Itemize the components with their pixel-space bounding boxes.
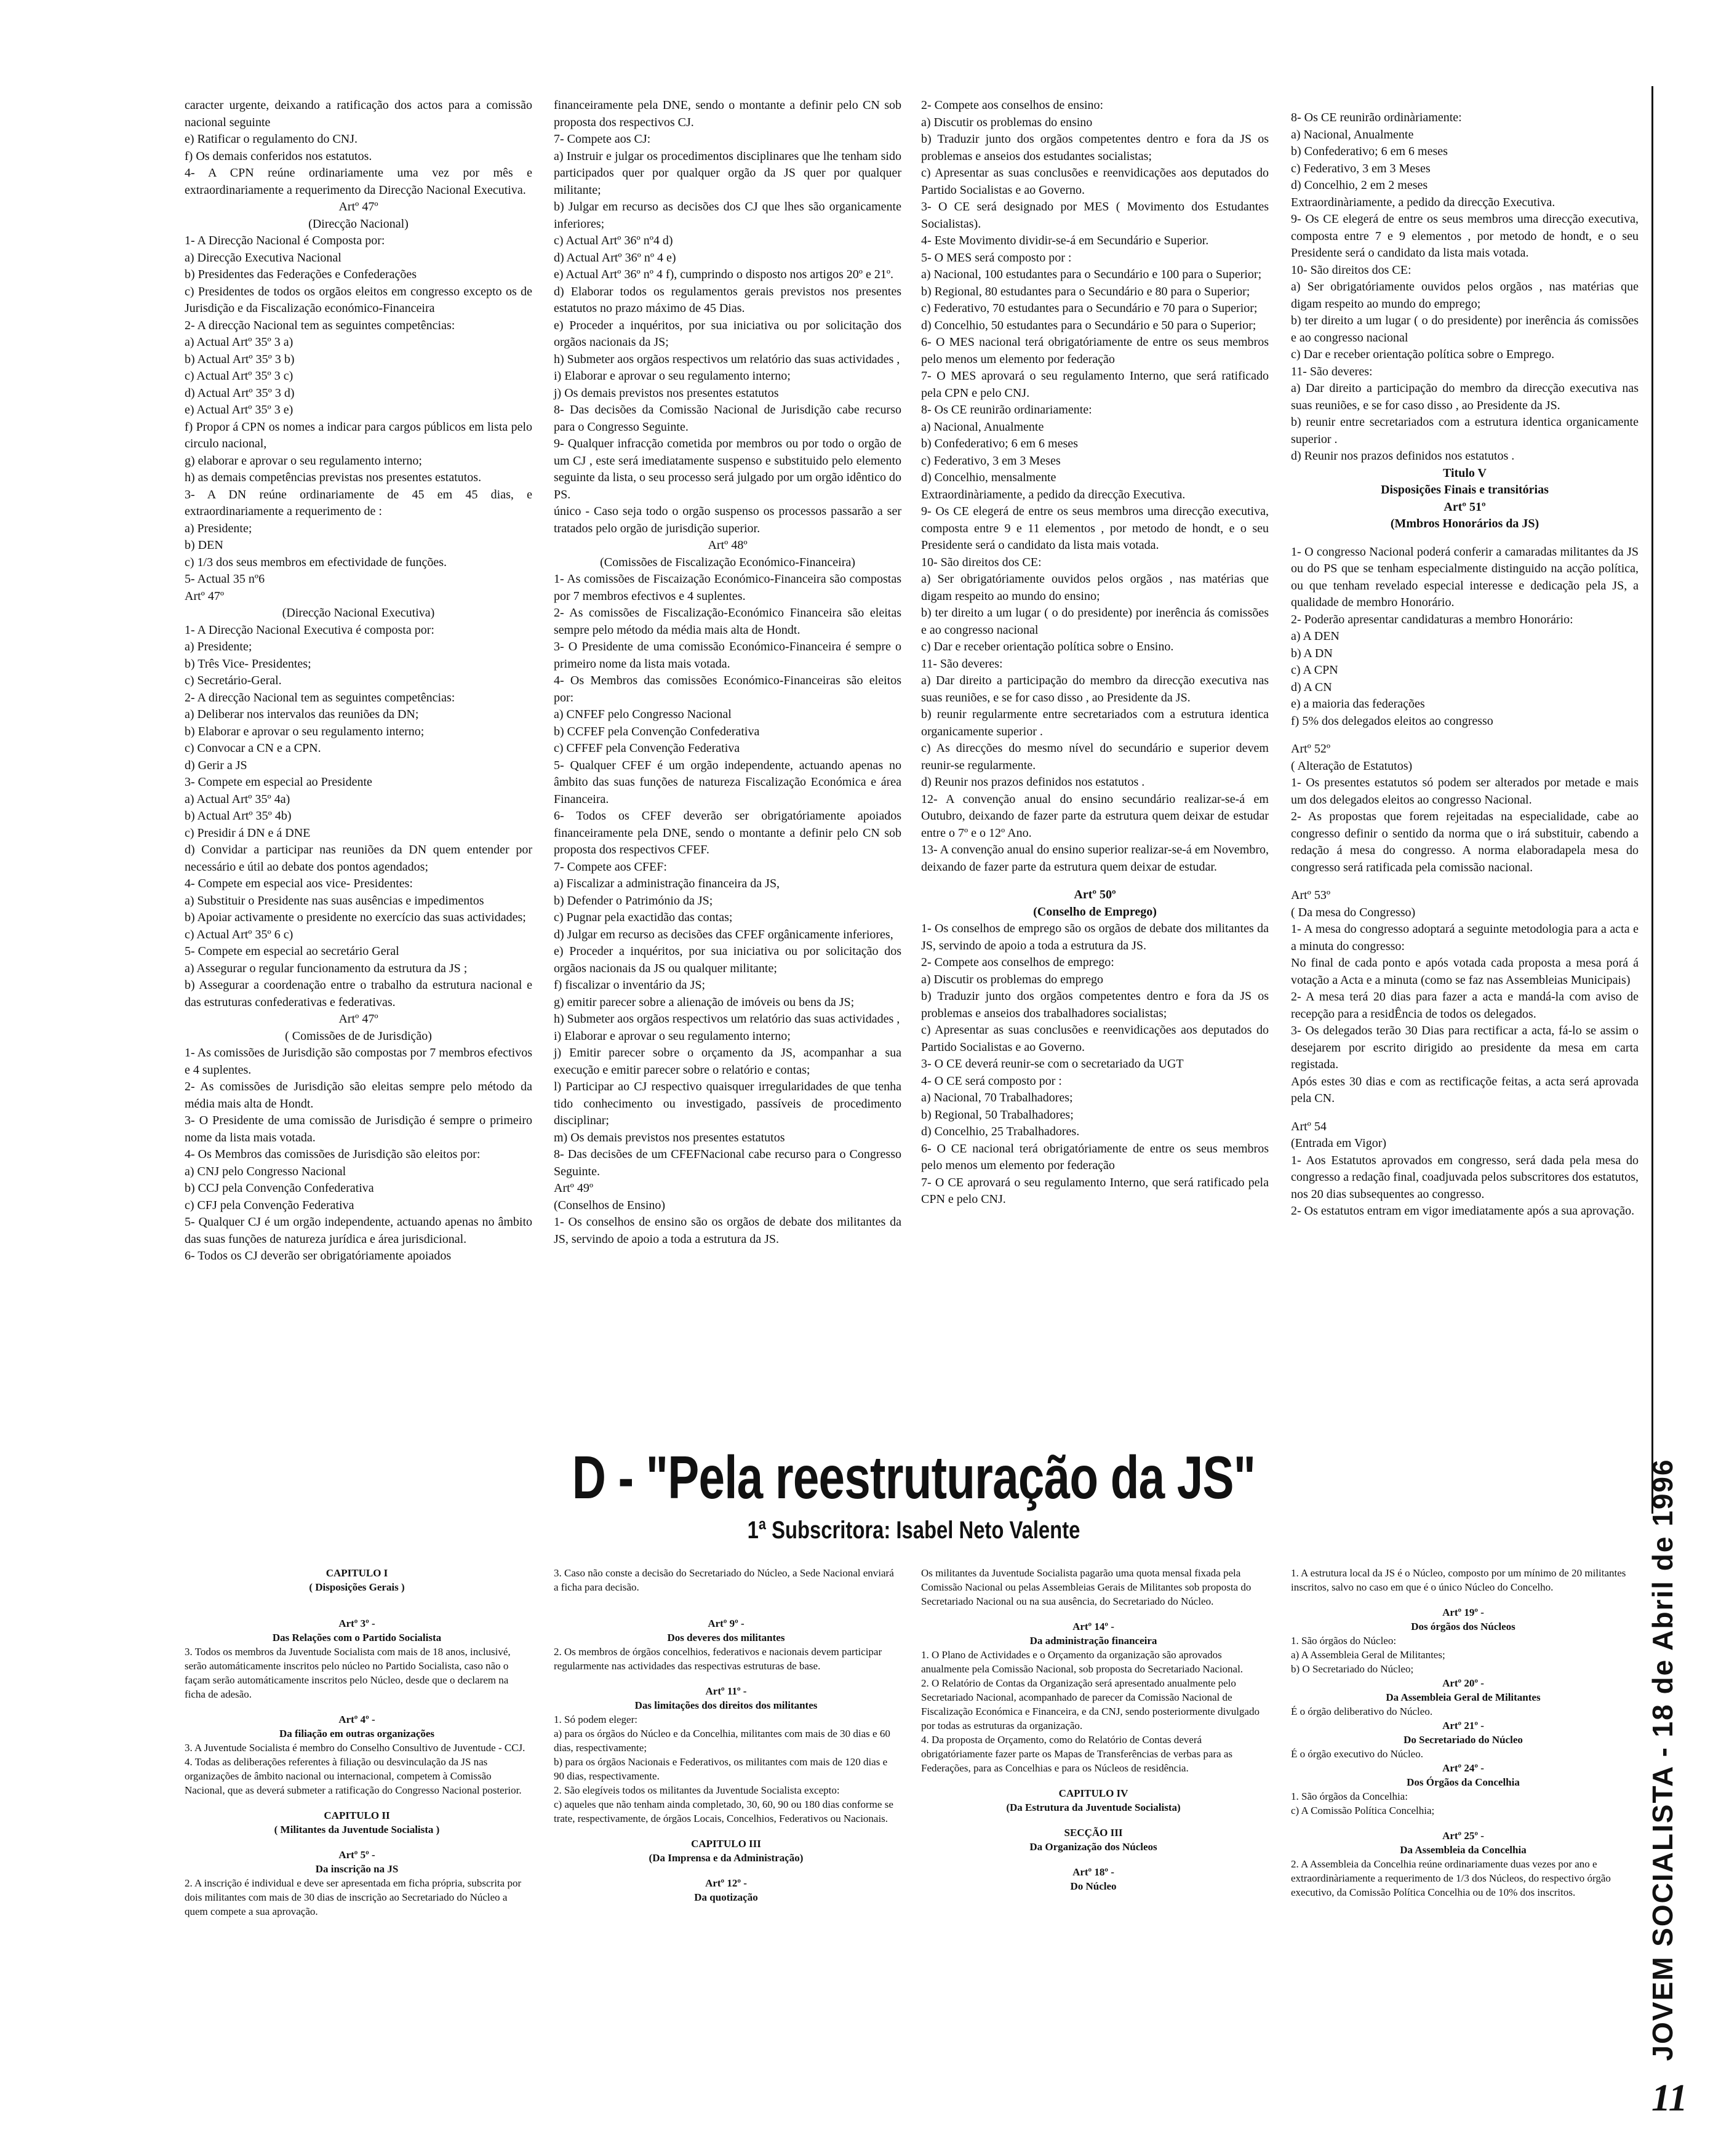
paragraph: b) Assegurar a coordenação entre o trabalho da estrutura nacional e das estruturas confederativas e federativas. bbox=[185, 978, 532, 1009]
paragraph: c) Federativo, 3 em 3 Meses bbox=[1291, 161, 1431, 175]
paragraph: 4- Compete em especial aos vice- Presidentes: bbox=[185, 877, 413, 890]
paragraph: Da inscrição na JS bbox=[315, 1863, 399, 1875]
paragraph: d) Gerir a JS bbox=[185, 758, 247, 772]
paragraph: b) CCJ pela Convenção Confederativa bbox=[185, 1181, 374, 1195]
paragraph: h) Submeter aos orgãos respectivos um relatório das suas actividades , bbox=[554, 1012, 900, 1026]
paragraph: caracter urgente, deixando a ratificação dos actos para a comissão nacional seguinte bbox=[185, 98, 532, 129]
paragraph: e) Proceder a inquéritos, por sua iniciativa ou por solicitação dos orgãos nacionais da JS ou qualquer militante; bbox=[554, 944, 901, 975]
paragraph: Artº 54 bbox=[1291, 1119, 1327, 1133]
paragraph: Da Assembleia Geral de Militantes bbox=[1386, 1691, 1541, 1703]
paragraph: 5- Compete em especial ao secretário Geral bbox=[185, 944, 399, 958]
paragraph: ( Comissões de de Jurisdição) bbox=[285, 1029, 432, 1043]
bottom-column-3 bbox=[921, 1566, 1266, 1893]
paragraph: b) Actual Artº 35º 4b) bbox=[185, 809, 292, 823]
paragraph: b) ter direito a um lugar ( o do presidente) por inerência ás comissões e ao congresso nacional bbox=[1291, 314, 1639, 345]
paragraph: f) 5% dos delegados eleitos ao congresso bbox=[1291, 714, 1493, 728]
paragraph: b) Apoiar activamente o presidente no exercício das suas actividades; bbox=[185, 911, 526, 924]
paragraph: b) O Secretariado do Núcleo; bbox=[1291, 1663, 1414, 1675]
paragraph: c) Apresentar as suas conclusões e reenvidicações aos deputados do Partido Socialistas e ao Governo. bbox=[921, 1023, 1269, 1054]
paragraph: g) elaborar e aprovar o seu regulamento interno; bbox=[185, 453, 422, 468]
paragraph: l) Participar ao CJ respectivo quaisquer irregularidades de que tenha tido conhecimento ou investigado, passíveis de procedimento disciplinar; bbox=[554, 1080, 901, 1127]
paragraph: c) CFFEF pela Convenção Federativa bbox=[554, 741, 740, 755]
paragraph: a) Assegurar o regular funcionamento da estrutura da JS ; bbox=[185, 961, 468, 975]
paragraph: a) Dar direito a participação do membro da direcção executiva nas suas reuniões, e se for caso disso , ao Presidente da JS. bbox=[1291, 381, 1639, 412]
paragraph: c) Convocar a CN e a CPN. bbox=[185, 741, 321, 755]
section-headline: D - "Pela reestruturação da JS" bbox=[572, 1443, 1256, 1511]
paragraph: CAPITULO I bbox=[325, 1567, 388, 1579]
paragraph: b) Confederativo; 6 em 6 meses bbox=[921, 437, 1078, 450]
paragraph: b) CCFEF pela Convenção Confederativa bbox=[554, 724, 760, 738]
paragraph: Artº 5º - bbox=[338, 1849, 375, 1861]
paragraph: 2- Compete aos conselhos de ensino: bbox=[921, 98, 1104, 112]
paragraph: d) Convidar a participar nas reuniões da DN quem entender por necessário e útil ao debate dos pontos agendados; bbox=[185, 843, 532, 874]
paragraph: 6- Todos os CJ deverão ser obrigatóriamente apoiados bbox=[185, 1249, 452, 1263]
paragraph: b) Presidentes das Federações e Confederações bbox=[185, 268, 417, 281]
article-column-2 bbox=[554, 97, 901, 1248]
paragraph: b) Elaborar e aprovar o seu regulamento interno; bbox=[185, 724, 425, 738]
paragraph: a) Actual Artº 35º 4a) bbox=[185, 792, 290, 806]
paragraph: a) Presidente; bbox=[185, 521, 252, 535]
paragraph: a) A Assembleia Geral de Militantes; bbox=[1291, 1649, 1445, 1661]
paragraph: b) Defender o Património da JS; bbox=[554, 893, 713, 908]
paragraph: único - Caso seja todo o orgão suspenso os processos passarão a ser tratados pelo orgão de jurisdição superior. bbox=[554, 505, 901, 535]
paragraph: c) Apresentar as suas conclusões e reenvidicações aos deputados do Partido Socialistas e ao Governo. bbox=[921, 166, 1269, 197]
paragraph: a) Actual Artº 35º 3 a) bbox=[185, 335, 293, 349]
paragraph: ( Da mesa do Congresso) bbox=[1291, 905, 1416, 919]
paragraph: ( Militantes da Juventude Socialista ) bbox=[274, 1824, 440, 1835]
paragraph: Artº 47º bbox=[338, 1012, 378, 1026]
paragraph: g) emitir parecer sobre a alienação de imóveis ou bens da JS; bbox=[554, 995, 855, 1009]
paragraph: 9- Os CE elegerá de entre os seus membros uma direcção executiva, composta entre 7 e 9 elementos , por metodo de hondt, e o seu Presidente será o candidato da lista mais votada. bbox=[1291, 212, 1639, 260]
paragraph: 5- O MES será composto por : bbox=[921, 250, 1072, 265]
paragraph: Dos órgãos dos Núcleos bbox=[1411, 1621, 1515, 1632]
paragraph: Titulo V bbox=[1443, 466, 1487, 480]
paragraph: 13- A convenção anual do ensino superior realizar-se-á em Novembro, deixando de fazer parte da estrutura quem deixar de estudar. bbox=[921, 843, 1269, 874]
paragraph: c) aqueles que não tenham ainda completado, 30, 60, 90 ou 180 dias conforme se trate, respectivamente, de órgãos Locais, Concelhios, Federativos ou Nacionais. bbox=[554, 1799, 893, 1824]
paragraph: Da Assembleia da Concelhia bbox=[1400, 1844, 1527, 1856]
paragraph: (Conselho de Emprego) bbox=[1033, 904, 1157, 919]
paragraph: 2- Poderão apresentar candidaturas a membro Honorário: bbox=[1291, 612, 1573, 626]
paragraph: 3- O CE será designado por MES ( Movimento dos Estudantes Socialistas). bbox=[921, 200, 1269, 231]
paragraph: 9- Os CE elegerá de entre os seus membros uma direcção executiva, composta entre 9 e 11 elementos , por metodo de hondt, e o seu Presidente será o candidato da lista mais votada. bbox=[921, 505, 1269, 552]
paragraph: 3- O Presidente de uma comissão Económico-Financeira é sempre o primeiro nome da lista mais votada. bbox=[554, 640, 901, 671]
paragraph: 1- A mesa do congresso adoptará a seguinte metodologia para a acta e a minuta do congresso: bbox=[1291, 922, 1639, 953]
paragraph: 7- O CE aprovará o seu regulamento Interno, que será ratificado pela CPN e pelo CNJ. bbox=[921, 1175, 1269, 1206]
paragraph: c) Presidir á DN e á DNE bbox=[185, 826, 311, 840]
paragraph: Da filiação em outras organizações bbox=[279, 1728, 435, 1739]
paragraph: b) Três Vice- Presidentes; bbox=[185, 657, 311, 671]
paragraph: (Direcção Nacional Executiva) bbox=[282, 606, 435, 620]
paragraph: 1. A estrutura local da JS é o Núcleo, composto por um mínimo de 20 militantes inscritos, salvo no caso em que é o único Núcleo do Concelho. bbox=[1291, 1567, 1626, 1593]
paragraph: b) Regional, 80 estudantes para o Secundário e 80 para o Superior; bbox=[921, 284, 1250, 298]
paragraph: 1- Os presentes estatutos só podem ser alterados por metade e mais um dos delegados eleitos ao congresso Nacional. bbox=[1291, 776, 1639, 807]
paragraph: Artº 3º - bbox=[338, 1618, 375, 1629]
paragraph: a) Discutir os problemas do emprego bbox=[921, 972, 1104, 986]
paragraph: d) A CN bbox=[1291, 680, 1332, 694]
paragraph: 1. São órgãos do Núcleo: bbox=[1291, 1635, 1397, 1647]
paragraph: e) Proceder a inquéritos, por sua iniciativa ou por solicitação dos orgãos nacionais da JS; bbox=[554, 318, 901, 349]
paragraph: 4. Todas as deliberações referentes à filiação ou desvinculação da JS nas organizações de âmbito nacional ou internacional, competem à Comissão Nacional, que as deverá submeter a ratificação do Congresso Nacional posterior. bbox=[185, 1756, 522, 1796]
paragraph: h) Submeter aos orgãos respectivos um relatório das suas actividades , bbox=[554, 352, 900, 366]
bottom-column-4 bbox=[1291, 1566, 1635, 1899]
paragraph: b) Actual Artº 35º 3 b) bbox=[185, 352, 295, 366]
paragraph: d) Actual Artº 36º nº 4 e) bbox=[554, 250, 676, 265]
paragraph: 2. A inscrição é individual e deve ser apresentada em ficha própria, subscrita por dois militantes com mais de 30 dias de inscrição ao Secretariado do Núcleo a quem compete a sua aprovação. bbox=[185, 1877, 522, 1917]
paragraph: 2. São elegíveis todos os militantes da Juventude Socialista excepto: bbox=[554, 1784, 840, 1796]
paragraph: (Comissões de Fiscalização Económico-Financeira) bbox=[600, 555, 855, 569]
paragraph: Artº 14º - bbox=[1072, 1621, 1114, 1632]
paragraph: (Da Imprensa e da Administração) bbox=[649, 1852, 804, 1864]
paragraph: c) Actual Artº 35º 6 c) bbox=[185, 927, 293, 941]
paragraph: 3- Os delegados terão 30 Dias para rectificar a acta, fá-lo se assim o desejarem por escrito dirigido ao presidente da mesa em carta registada. bbox=[1291, 1024, 1639, 1071]
paragraph: 2. Os membros de órgãos concelhios, federativos e nacionais devem participar regularmente nas actividades das respectivas estruturas de base. bbox=[554, 1646, 882, 1672]
paragraph: a) CNFEF pelo Congresso Nacional bbox=[554, 708, 732, 721]
paragraph: 1- O congresso Nacional poderá conferir a camaradas militantes da JS ou do PS que se tenham especialmente distinguido na acção política, ou que tenham revelado especial interesse e dedicação pela JS, a qualidade de membro Honorário. bbox=[1291, 545, 1639, 609]
paragraph: 1. São órgãos da Concelhia: bbox=[1291, 1791, 1408, 1802]
paragraph: 6- O MES nacional terá obrigatóriamente de entre os seus membros pelo menos um elemento por federação bbox=[921, 335, 1269, 366]
paragraph: Após estes 30 dias e com as rectificaçõe feitas, a acta será aprovada pela CN. bbox=[1291, 1074, 1639, 1105]
paragraph: Artº 52º bbox=[1291, 742, 1331, 756]
paragraph: Artº 9º - bbox=[708, 1618, 745, 1629]
paragraph: d) Actual Artº 35º 3 d) bbox=[185, 386, 295, 400]
paragraph: Artº 20º - bbox=[1442, 1677, 1484, 1689]
paragraph: É o órgão executivo do Núcleo. bbox=[1291, 1748, 1423, 1760]
paragraph: d) Julgar em recurso as decisões das CFEF orgânicamente inferiores, bbox=[554, 927, 893, 941]
paragraph: 11- São deveres: bbox=[921, 657, 1003, 671]
paragraph: a) Dar direito a participação do membro da direcção executiva nas suas reuniões, e se for caso disso , ao Presidente da JS. bbox=[921, 674, 1269, 705]
paragraph: 10- São direitos dos CE: bbox=[921, 555, 1042, 569]
masthead-vertical bbox=[1644, 1458, 1681, 2061]
paragraph: 2- As comissões de Fiscalização-Económico Financeira são eleitas sempre pelo método da média mais alta de Hondt. bbox=[554, 606, 901, 637]
paragraph: c) A Comissão Política Concelhia; bbox=[1291, 1805, 1435, 1816]
article-column-4 bbox=[1291, 110, 1639, 1220]
paragraph: 5- Qualquer CJ é um orgão independente, actuando apenas no âmbito das suas funções de natureza jurídica e área jurisdicional. bbox=[185, 1215, 532, 1246]
paragraph: 2- As propostas que forem rejeitadas na especialidade, cabe ao congresso definir o sentido da norma que o irá substituir, cabendo a redação á mesa do congresso. A norma elaboradapela mesa do congresso será ratificada pela comissão nacional. bbox=[1291, 810, 1639, 874]
paragraph: 1- Aos Estatutos aprovados em congresso, será dada pela mesa do congresso a redação final, coadjuvada pelos subscritores dos estatutos, nos 20 dias subsequentes ao congresso. bbox=[1291, 1153, 1639, 1201]
paragraph: d) Concelhio, 2 em 2 meses bbox=[1291, 178, 1428, 192]
paragraph: (Da Estrutura da Juventude Socialista) bbox=[1006, 1802, 1181, 1813]
paragraph: a) Direcção Executiva Nacional bbox=[185, 250, 341, 265]
paragraph: 1- As comissões de Jurisdição são compostas por 7 membros efectivos e 4 suplentes. bbox=[185, 1046, 532, 1077]
paragraph: j) Os demais previstos nos presentes estatutos bbox=[554, 386, 779, 400]
paragraph: 4- O CE será composto por : bbox=[921, 1074, 1062, 1088]
paragraph: Da quotização bbox=[694, 1891, 758, 1903]
paragraph: 5- Actual 35 nº6 bbox=[185, 572, 265, 586]
paragraph: a) Deliberar nos intervalos das reuniões da DN; bbox=[185, 708, 419, 721]
paragraph: 7- Compete aos CJ: bbox=[554, 132, 651, 146]
paragraph: ( Disposições Gerais ) bbox=[309, 1581, 405, 1593]
paragraph: 4- Este Movimento dividir-se-á em Secundário e Superior. bbox=[921, 234, 1209, 247]
paragraph: Dos Órgãos da Concelhia bbox=[1407, 1776, 1520, 1788]
paragraph: b) reunir entre secretariados com a estrutura identica organicamente superior . bbox=[1291, 415, 1639, 446]
paragraph: 3. A Juventude Socialista é membro do Conselho Consultivo de Juventude - CCJ. bbox=[185, 1742, 525, 1754]
paragraph: b) A DN bbox=[1291, 646, 1333, 660]
paragraph: 3- Compete em especial ao Presidente bbox=[185, 775, 372, 789]
paragraph: 2- A direcção Nacional tem as seguintes competências: bbox=[185, 318, 455, 332]
paragraph: i) Elaborar e aprovar o seu regulamento interno; bbox=[554, 1029, 791, 1043]
paragraph: b) Regional, 50 Trabalhadores; bbox=[921, 1108, 1074, 1122]
paragraph: 4- Os Membros das comissões Económico-Financeiras são eleitos por: bbox=[554, 674, 901, 705]
paragraph: 3. Todos os membros da Juventude Socialista com mais de 18 anos, inclusivé, serão automáticamente inscritos pelo núcleo no Partido Socialista, caso não o façam serão automáticamente inscritos pelo Núcleo, desde que o declarem na ficha de adesão. bbox=[185, 1646, 511, 1700]
paragraph: Artº 48º bbox=[708, 538, 748, 552]
paragraph: 1- A Direcção Nacional é Composta por: bbox=[185, 234, 385, 247]
paragraph: 3. Caso não conste a decisão do Secretariado do Núcleo, a Sede Nacional enviará a ficha para decisão. bbox=[554, 1567, 894, 1593]
paragraph: 11- São deveres: bbox=[1291, 364, 1373, 378]
paragraph: 10- São direitos dos CE: bbox=[1291, 263, 1412, 277]
paragraph: (Entrada em Vigor) bbox=[1291, 1136, 1387, 1150]
paragraph: a) Nacional, Anualmente bbox=[921, 420, 1044, 434]
paragraph: a) Ser obrigatóriamente ouvidos pelos orgãos , nas matérias que digam respeito ao mundo do ensino; bbox=[921, 572, 1269, 603]
paragraph: c) Pugnar pela exactidão das contas; bbox=[554, 911, 733, 924]
paragraph: 1- As comissões de Fiscaização Económico-Financeira são compostas por 7 membros efectivos e 4 suplentes. bbox=[554, 572, 901, 603]
paragraph: a) Presidente; bbox=[185, 640, 252, 653]
paragraph: c) Actual Artº 35º 3 c) bbox=[185, 369, 293, 383]
paragraph: CAPITULO IV bbox=[1058, 1787, 1128, 1799]
vertical-rule bbox=[1651, 86, 1653, 1514]
paragraph: a) Instruir e julgar os procedimentos disciplinares que lhe tenham sido participados quer por qualquer orgão da JS quer por qualquer militante; bbox=[554, 149, 901, 197]
paragraph: ( Alteração de Estatutos) bbox=[1291, 759, 1413, 773]
paragraph: i) Elaborar e aprovar o seu regulamento interno; bbox=[554, 369, 791, 383]
paragraph: Artº 51º bbox=[1443, 500, 1486, 514]
paragraph: 1. O Plano de Actividades e o Orçamento da organização são aprovados anualmente pela Comissão Nacional, sob proposta do Secretariado Nacional. bbox=[921, 1649, 1244, 1675]
paragraph: Extraordinàriamente, a pedido da direcção Executiva. bbox=[1291, 195, 1555, 209]
paragraph: e) Ratificar o regulamento do CNJ. bbox=[185, 132, 358, 146]
paragraph: Artº 19º - bbox=[1442, 1607, 1484, 1618]
paragraph: h) as demais competências previstas nos presentes estatutos. bbox=[185, 471, 482, 484]
paragraph: Da Organização dos Núcleos bbox=[1029, 1841, 1157, 1853]
paragraph: m) Os demais previstos nos presentes estatutos bbox=[554, 1130, 785, 1144]
paragraph: CAPITULO III bbox=[691, 1838, 761, 1850]
paragraph: Da administração financeira bbox=[1029, 1635, 1157, 1647]
paragraph: b) Traduzir junto dos orgãos competentes dentro e fora da JS os problemas e anseios dos trabalhadores socialistas; bbox=[921, 989, 1269, 1020]
article-column-3 bbox=[921, 97, 1269, 1208]
paragraph: Artº 47º bbox=[338, 200, 378, 214]
paragraph: b) Julgar em recurso as decisões dos CJ que lhes são organicamente inferiores; bbox=[554, 200, 901, 231]
paragraph: c) Secretário-Geral. bbox=[185, 674, 282, 687]
paragraph: 7- O MES aprovará o seu regulamento Interno, que será ratificado pela CPN e pelo CNJ. bbox=[921, 369, 1269, 400]
paragraph: 6- O CE nacional terá obrigatóriamente de entre os seus membros pelo menos um elemento por federação bbox=[921, 1141, 1269, 1172]
paragraph: 3- O CE deverá reunir-se com o secretariado da UGT bbox=[921, 1057, 1184, 1071]
paragraph: No final de cada ponto e após votada cada proposta a mesa porá á votação a Acta e a minuta (como se faz nas Assembleias Municipais) bbox=[1291, 956, 1639, 987]
paragraph: 8- Os CE reunirão ordinariamente: bbox=[921, 403, 1092, 417]
paragraph: a) Nacional, 70 Trabalhadores; bbox=[921, 1091, 1073, 1104]
paragraph: d) Concelhio, 25 Trabalhadores. bbox=[921, 1125, 1080, 1138]
article-column-1 bbox=[185, 97, 532, 1265]
paragraph: 1. Só podem eleger: bbox=[554, 1714, 637, 1725]
paragraph: f) Propor á CPN os nomes a indicar para cargos públicos em lista pelo circulo nacional, bbox=[185, 420, 532, 450]
paragraph: 4. Da proposta de Orçamento, como do Relatório de Contas deverá obrigatóriamente fazer parte os Mapas de Transferências de verbas para as Federações, para as Concelhias e para os Núcleos de residência. bbox=[921, 1734, 1233, 1774]
paragraph: d) Concelhio, mensalmente bbox=[921, 471, 1056, 484]
paragraph: 4- A CPN reúne ordinariamente uma vez por mês e extraordinariamente a requerimento da Direcção Nacional Executiva. bbox=[185, 166, 532, 197]
paragraph: Os militantes da Juventude Socialista pagarão uma quota mensal fixada pela Comissão Nacional ou pelas Assembleias Gerais de Militantes sob proposta do Secretariado Nacional ou na sua ausência, do Secretariado do Núcleo. bbox=[921, 1567, 1252, 1607]
paragraph: d) Elaborar todos os regulamentos gerais previstos nos presentes estatutos no prazo máximo de 45 Dias. bbox=[554, 284, 901, 315]
paragraph: É o órgão deliberativo do Núcleo. bbox=[1291, 1706, 1433, 1717]
paragraph: b) DEN bbox=[185, 538, 223, 552]
paragraph: 9- Qualquer infracção cometida por membros ou por todo o orgão de um CJ , este será imediatamente suspenso e substituido pelo elemento seguinte da lista, o seu processo será julgado por um orgão idêntico do PS. bbox=[554, 437, 901, 501]
paragraph: c) Presidentes de todos os orgãos eleitos em congresso excepto os de Jurisdição e da Fiscalização económico-Financeira bbox=[185, 284, 532, 315]
paragraph: Artº 49º bbox=[554, 1181, 594, 1195]
paragraph: a) A DEN bbox=[1291, 629, 1340, 643]
paragraph: a) Nacional, 100 estudantes para o Secundário e 100 para o Superior; bbox=[921, 268, 1262, 281]
paragraph: Extraordinàriamente, a pedido da direcção Executiva. bbox=[921, 487, 1186, 501]
paragraph: Das Relações com o Partido Socialista bbox=[272, 1632, 442, 1643]
paragraph: Artº 4º - bbox=[338, 1714, 375, 1725]
paragraph: c) CFJ pela Convenção Federativa bbox=[185, 1198, 354, 1212]
paragraph: Artº 18º - bbox=[1072, 1866, 1114, 1878]
paragraph: d) Reunir nos prazos definidos nos estatutos . bbox=[921, 775, 1145, 789]
paragraph: SECÇÃO III bbox=[1064, 1827, 1123, 1839]
paragraph: b) reunir regularmente entre secretariados com a estrutura identica organicamente superior . bbox=[921, 708, 1269, 738]
paragraph: 8- Das decisões de um CFEFNacional cabe recurso para o Congresso Seguinte. bbox=[554, 1148, 901, 1178]
paragraph: a) Substituir o Presidente nas suas ausências e impedimentos bbox=[185, 893, 484, 908]
paragraph: 2- As comissões de Jurisdição são eleitas sempre pelo método da média mais alta de Hondt. bbox=[185, 1080, 532, 1111]
paragraph: 2- Os estatutos entram em vigor imediatamente após a sua aprovação. bbox=[1291, 1204, 1635, 1218]
paragraph: j) Emitir parecer sobre o orçamento da JS, acompanhar a sua execução e emitir parecer sobre o relatório e contas; bbox=[554, 1046, 901, 1077]
paragraph: financeiramente pela DNE, sendo o montante a definir pelo CN sob proposta dos respectivos CJ. bbox=[554, 98, 901, 129]
paragraph: (Direcção Nacional) bbox=[308, 217, 409, 231]
paragraph: c) Dar e receber orientação política sobre o Ensino. bbox=[921, 640, 1174, 653]
masthead-vertical-text: JOVEM SOCIALISTA - 18 de Abril de 1996 bbox=[1647, 1458, 1679, 2061]
paragraph: Artº 53º bbox=[1291, 888, 1331, 902]
paragraph: 1- A Direcção Nacional Executiva é composta por: bbox=[185, 623, 434, 637]
paragraph: b) ter direito a um lugar ( o do presidente) por inerência ás comissões e ao congresso nacional bbox=[921, 606, 1269, 637]
paragraph: Artº 50º bbox=[1074, 888, 1116, 901]
subscriber-line: 1ª Subscritora: Isabel Neto Valente bbox=[747, 1517, 1080, 1544]
paragraph: Do Secretariado do Núcleo bbox=[1404, 1734, 1523, 1746]
paragraph: a) CNJ pelo Congresso Nacional bbox=[185, 1164, 346, 1178]
paragraph: a) Ser obrigatóriamente ouvidos pelos orgãos , nas matérias que digam respeito ao mundo do emprego; bbox=[1291, 280, 1639, 311]
paragraph: e) a maioria das federações bbox=[1291, 697, 1425, 711]
paragraph: 2- A mesa terá 20 dias para fazer a acta e mandá-la com aviso de recepção para a residÊncia de todos os delegados. bbox=[1291, 990, 1639, 1021]
paragraph: f) Os demais conferidos nos estatutos. bbox=[185, 149, 372, 163]
paragraph: c) Dar e receber orientação política sobre o Emprego. bbox=[1291, 348, 1555, 361]
paragraph: 2. O Relatório de Contas da Organização será apresentado anualmente pelo Secretariado Nacional, acompanhado de parecer da Comissão Nacional de Fiscalização Económica e Financeira, e da CNJ, sendo posteriormente divulgado por todas as estruturas da organização. bbox=[921, 1677, 1260, 1731]
paragraph: b) para os órgãos Nacionais e Federativos, os militantes com mais de 120 dias e 90 dias, respectivamente. bbox=[554, 1756, 888, 1782]
paragraph: 12- A convenção anual do ensino secundário realizar-se-á em Outubro, deixando de fazer parte da estrutura quem deixar de estudar entre o 7º e o 12º Ano. bbox=[921, 792, 1269, 840]
paragraph: 8- Os CE reunirão ordinàriamente: bbox=[1291, 111, 1462, 124]
paragraph: a) Discutir os problemas do ensino bbox=[921, 115, 1093, 129]
paragraph: CAPITULO II bbox=[324, 1810, 390, 1821]
paragraph: 1- Os conselhos de ensino são os orgãos de debate dos militantes da JS, servindo de apoio a toda a estrutura da JS. bbox=[554, 1215, 901, 1246]
paragraph: (Mmbros Honorários da JS) bbox=[1390, 517, 1539, 530]
paragraph: Artº 24º - bbox=[1442, 1762, 1484, 1774]
paragraph: c) Federativo, 70 estudantes para o Secundário e 70 para o Superior; bbox=[921, 301, 1258, 315]
paragraph: d) Concelhio, 50 estudantes para o Secundário e 50 para o Superior; bbox=[921, 318, 1256, 332]
paragraph: f) fiscalizar o inventário da JS; bbox=[554, 978, 706, 992]
paragraph: e) Actual Artº 35º 3 e) bbox=[185, 403, 293, 417]
paragraph: c) Federativo, 3 em 3 Meses bbox=[921, 453, 1061, 468]
paragraph: a) para os órgãos do Núcleo e da Concelhia, militantes com mais de 30 dias e 60 dias, respectivamente; bbox=[554, 1728, 890, 1754]
paragraph: 7- Compete aos CFEF: bbox=[554, 860, 667, 874]
paragraph: 2. A Assembleia da Concelhia reúne ordinariamente duas vezes por ano e extraordinàriamente a requerimento de 1/3 dos Núcleos, do respectivo órgão executivo, da Comissão Política Concelhia ou de 10% dos inscritos. bbox=[1291, 1858, 1611, 1898]
paragraph: a) Nacional, Anualmente bbox=[1291, 127, 1414, 142]
paragraph: Artº 12º - bbox=[705, 1877, 747, 1889]
paragraph: 3- O Presidente de uma comissão de Jurisdição é sempre o primeiro nome da lista mais votada. bbox=[185, 1114, 532, 1144]
paragraph: 5- Qualquer CFEF é um orgão independente, actuando apenas no âmbito das suas funções de natureza Fiscalização Económica e área Financeira. bbox=[554, 758, 901, 806]
paragraph: Dos deveres dos militantes bbox=[667, 1632, 785, 1643]
paragraph: c) Actual Artº 36º nº4 d) bbox=[554, 234, 673, 247]
bottom-column-1 bbox=[185, 1566, 529, 1918]
paragraph: d) Reunir nos prazos definidos nos estatutos . bbox=[1291, 449, 1515, 463]
paragraph: b) Confederativo; 6 em 6 meses bbox=[1291, 145, 1448, 158]
page-number: 11 bbox=[1651, 2077, 1688, 2119]
paragraph: Artº 21º - bbox=[1442, 1720, 1484, 1731]
paragraph: Das limitações dos direitos dos militantes bbox=[634, 1699, 818, 1711]
paragraph: 4- Os Membros das comissões de Jurisdição são eleitos por: bbox=[185, 1148, 481, 1161]
paragraph: Do Núcleo bbox=[1070, 1880, 1117, 1892]
paragraph: (Conselhos de Ensino) bbox=[554, 1198, 666, 1212]
paragraph: 8- Das decisões da Comissão Nacional de Jurisdição cabe recurso para o Congresso Seguinte. bbox=[554, 403, 901, 434]
paragraph: b) Traduzir junto dos orgãos competentes dentro e fora da JS os problemas e anseios dos estudantes socialistas; bbox=[921, 132, 1269, 163]
paragraph: c) A CPN bbox=[1291, 663, 1338, 677]
paragraph: 6- Todos os CFEF deverão ser obrigatóriamente apoiados financeiramente pela DNE, sendo o montante a definir pelo CN sob proposta dos respectivos CFEF. bbox=[554, 809, 901, 856]
paragraph: e) Actual Artº 36º nº 4 f), cumprindo o disposto nos artigos 20º e 21º. bbox=[554, 268, 894, 281]
paragraph: c) 1/3 dos seus membros em efectividade de funções. bbox=[185, 555, 447, 569]
paragraph: c) As direcções do mesmo nível do secundário e superior devem reunir-se regularmente. bbox=[921, 741, 1269, 772]
paragraph: Disposições Finais e transitórias bbox=[1381, 483, 1549, 497]
paragraph: 1- Os conselhos de emprego são os orgãos de debate dos militantes da JS, servindo de apoio a toda a estrutura da JS. bbox=[921, 922, 1269, 952]
paragraph: 2- Compete aos conselhos de emprego: bbox=[921, 956, 1114, 969]
paragraph: Artº 47º bbox=[185, 589, 225, 603]
paragraph: Artº 11º - bbox=[705, 1685, 747, 1697]
paragraph: 2- A direcção Nacional tem as seguintes competências: bbox=[185, 690, 455, 705]
bottom-column-2 bbox=[554, 1566, 898, 1904]
paragraph: Artº 25º - bbox=[1442, 1830, 1484, 1842]
paragraph: 3- A DN reúne ordinariamente de 45 em 45 dias, e extraordinariamente a requerimento de : bbox=[185, 487, 532, 518]
paragraph: a) Fiscalizar a administração financeira da JS, bbox=[554, 877, 780, 890]
